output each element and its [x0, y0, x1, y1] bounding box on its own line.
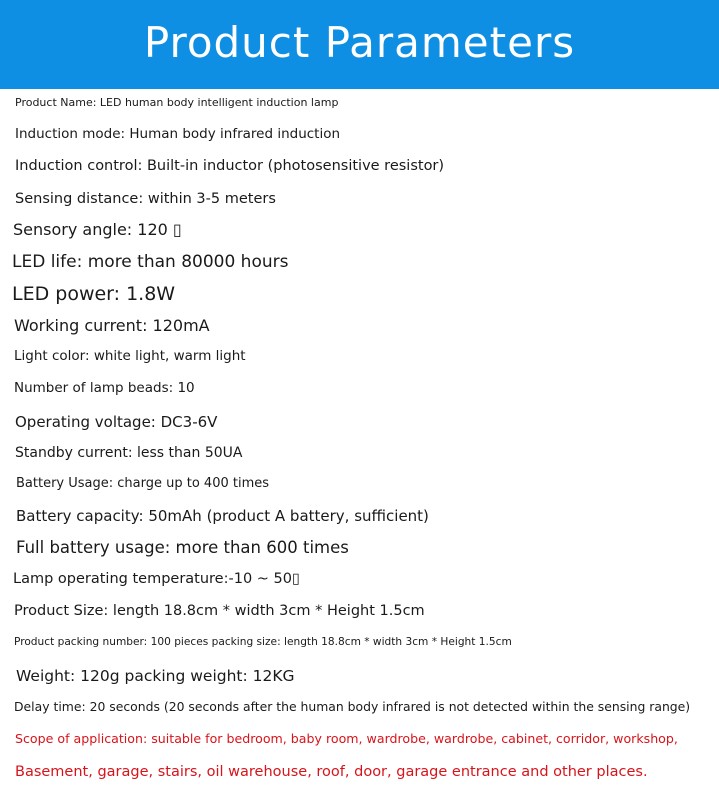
- param-led-power: LED power: 1.8W: [12, 283, 176, 305]
- param-battery-capacity: Battery capacity: 50mAh (product A battery, sufficient): [16, 507, 429, 525]
- param-product-name: Product Name: LED human body intelligent induction lamp: [15, 96, 339, 109]
- param-working-current: Working current: 120mA: [14, 316, 210, 335]
- param-lamp-beads: Number of lamp beads: 10: [14, 380, 195, 396]
- param-delay-time: Delay time: 20 seconds (20 seconds after the human body infrared is not detected within the sensing range): [14, 699, 691, 714]
- page-title: Product Parameters: [143, 18, 576, 67]
- param-product-size: Product Size: length 18.8cm * width 3cm * Height 1.5cm: [14, 603, 425, 619]
- param-standby-current: Standby current: less than 50UA: [15, 445, 243, 461]
- param-weight: Weight: 120g packing weight: 12KG: [16, 667, 295, 685]
- param-light-color: Light color: white light, warm light: [14, 348, 246, 364]
- param-operating-temperature: Lamp operating temperature:-10 ~ 50▯: [13, 571, 300, 587]
- param-led-life: LED life: more than 80000 hours: [12, 252, 289, 272]
- param-packing: Product packing number: 100 pieces packing size: length 18.8cm * width 3cm * Height 1.5cm: [14, 636, 512, 648]
- param-operating-voltage: Operating voltage: DC3-6V: [15, 413, 218, 431]
- scope-of-application-line-2: Basement, garage, stairs, oil warehouse, roof, door, garage entrance and other places.: [15, 764, 648, 780]
- param-induction-control: Induction control: Built-in inductor (photosensitive resistor): [15, 158, 445, 174]
- param-induction-mode: Induction mode: Human body infrared induction: [15, 126, 341, 142]
- param-sensory-angle: Sensory angle: 120 ▯: [13, 220, 182, 239]
- param-battery-usage: Battery Usage: charge up to 400 times: [16, 476, 270, 491]
- header-banner: [0, 0, 719, 89]
- param-sensing-distance: Sensing distance: within 3-5 meters: [15, 191, 276, 207]
- scope-of-application-line-1: Scope of application: suitable for bedroom, baby room, wardrobe, wardrobe, cabinet, corridor, workshop,: [15, 731, 678, 746]
- param-full-battery-usage: Full battery usage: more than 600 times: [16, 538, 349, 557]
